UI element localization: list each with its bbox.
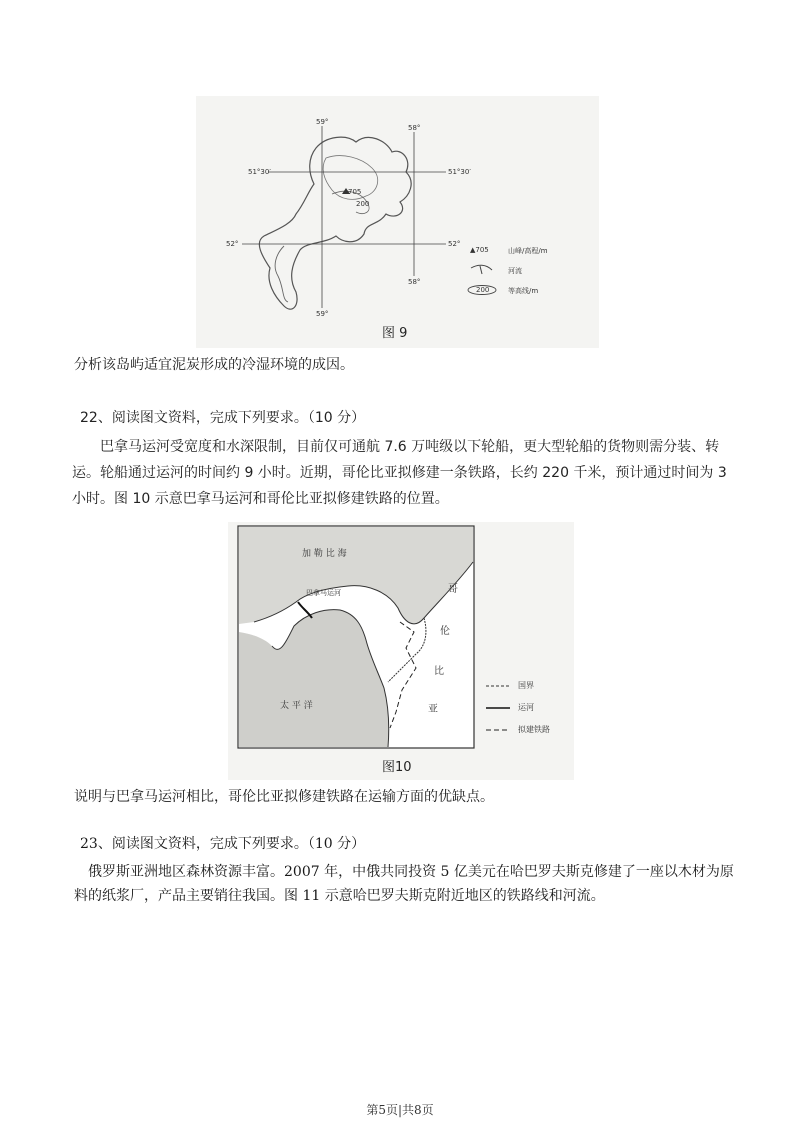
lon-label-bottom-right: 58° [408, 278, 421, 286]
lat-label-left-bottom: 52° [226, 240, 239, 248]
q23-para-line-2: 料的纸浆厂，产品主要销往我国。图 11 示意哈巴罗夫斯克附近地区的铁路线和河流。 [74, 888, 605, 904]
contour-value-label: 200 [356, 200, 370, 208]
q23-para-line-1: 俄罗斯亚洲地区森林资源丰富。2007 年，中俄共同投资 5 亿美元在哈巴罗夫斯克修建了一座以木材为原 [88, 864, 734, 880]
legend-canal-label: 运河 [518, 703, 534, 712]
q22-para-line-2: 运。轮船通过运河的时间约 9 小时。近期，哥伦比亚拟修建一条铁路，长约 220 千米，预计通过时间为 3 [72, 465, 727, 481]
legend-border-label: 国界 [518, 681, 534, 690]
q23-heading: 23、阅读图文资料，完成下列要求。（10 分） [80, 836, 366, 852]
q22-prompt: 说明与巴拿马运河相比，哥伦比亚拟修建铁路在运输方面的优缺点。 [74, 789, 494, 805]
canal-label: 巴拿马运河 [306, 589, 341, 597]
country-char-4: 亚 [428, 704, 438, 715]
lon-label-bottom-left: 59° [316, 310, 329, 318]
q22-paragraph [72, 434, 752, 512]
legend-river-label: 河流 [508, 267, 522, 275]
legend-peak-value: 705 [475, 246, 489, 254]
peak-elevation-label: 705 [348, 188, 362, 196]
lat-label-left-top: 51°30′ [248, 168, 271, 176]
legend-railway-label: 拟建铁路 [518, 725, 550, 734]
country-char-3: 比 [434, 666, 444, 677]
pacific-ocean-label: 太 平 洋 [280, 701, 313, 711]
legend-contour-label: 等高线/m [508, 287, 539, 295]
figure-9-caption: 图 9 [382, 326, 408, 341]
legend-peak-symbol: ▲705 [470, 246, 489, 254]
q22-para-line-3: 小时。图 10 示意巴拿马运河和哥伦比亚拟修建铁路的位置。 [72, 491, 449, 507]
legend-contour-value: 200 [476, 286, 490, 294]
q22-para-line-1: 巴拿马运河受宽度和水深限制，目前仅可通航 7.6 万吨级以下轮船，更大型轮船的货物则需分装、转 [100, 439, 720, 455]
figure-10-caption: 图10 [382, 760, 412, 775]
q23-paragraph [74, 860, 764, 908]
caribbean-sea-label: 加 勒 比 海 [302, 549, 347, 559]
figure-10 [228, 522, 574, 780]
q22-heading: 22、阅读图文资料，完成下列要求。（10 分） [80, 410, 366, 426]
lat-label-right-top: 51°30′ [448, 168, 471, 176]
legend-peak-label: 山峰/高程/m [508, 247, 548, 255]
figure-9 [196, 96, 599, 348]
country-char-1: 哥 [448, 584, 458, 595]
page-footer: 第5页|共8页 [366, 1103, 434, 1117]
lat-label-right-bottom: 52° [448, 240, 461, 248]
country-char-2: 伦 [440, 626, 450, 637]
lon-label-top-right: 58° [408, 124, 421, 132]
q21-prompt: 分析该岛屿适宜泥炭形成的冷湿环境的成因。 [74, 357, 354, 373]
lon-label-top-left: 59° [316, 118, 329, 126]
